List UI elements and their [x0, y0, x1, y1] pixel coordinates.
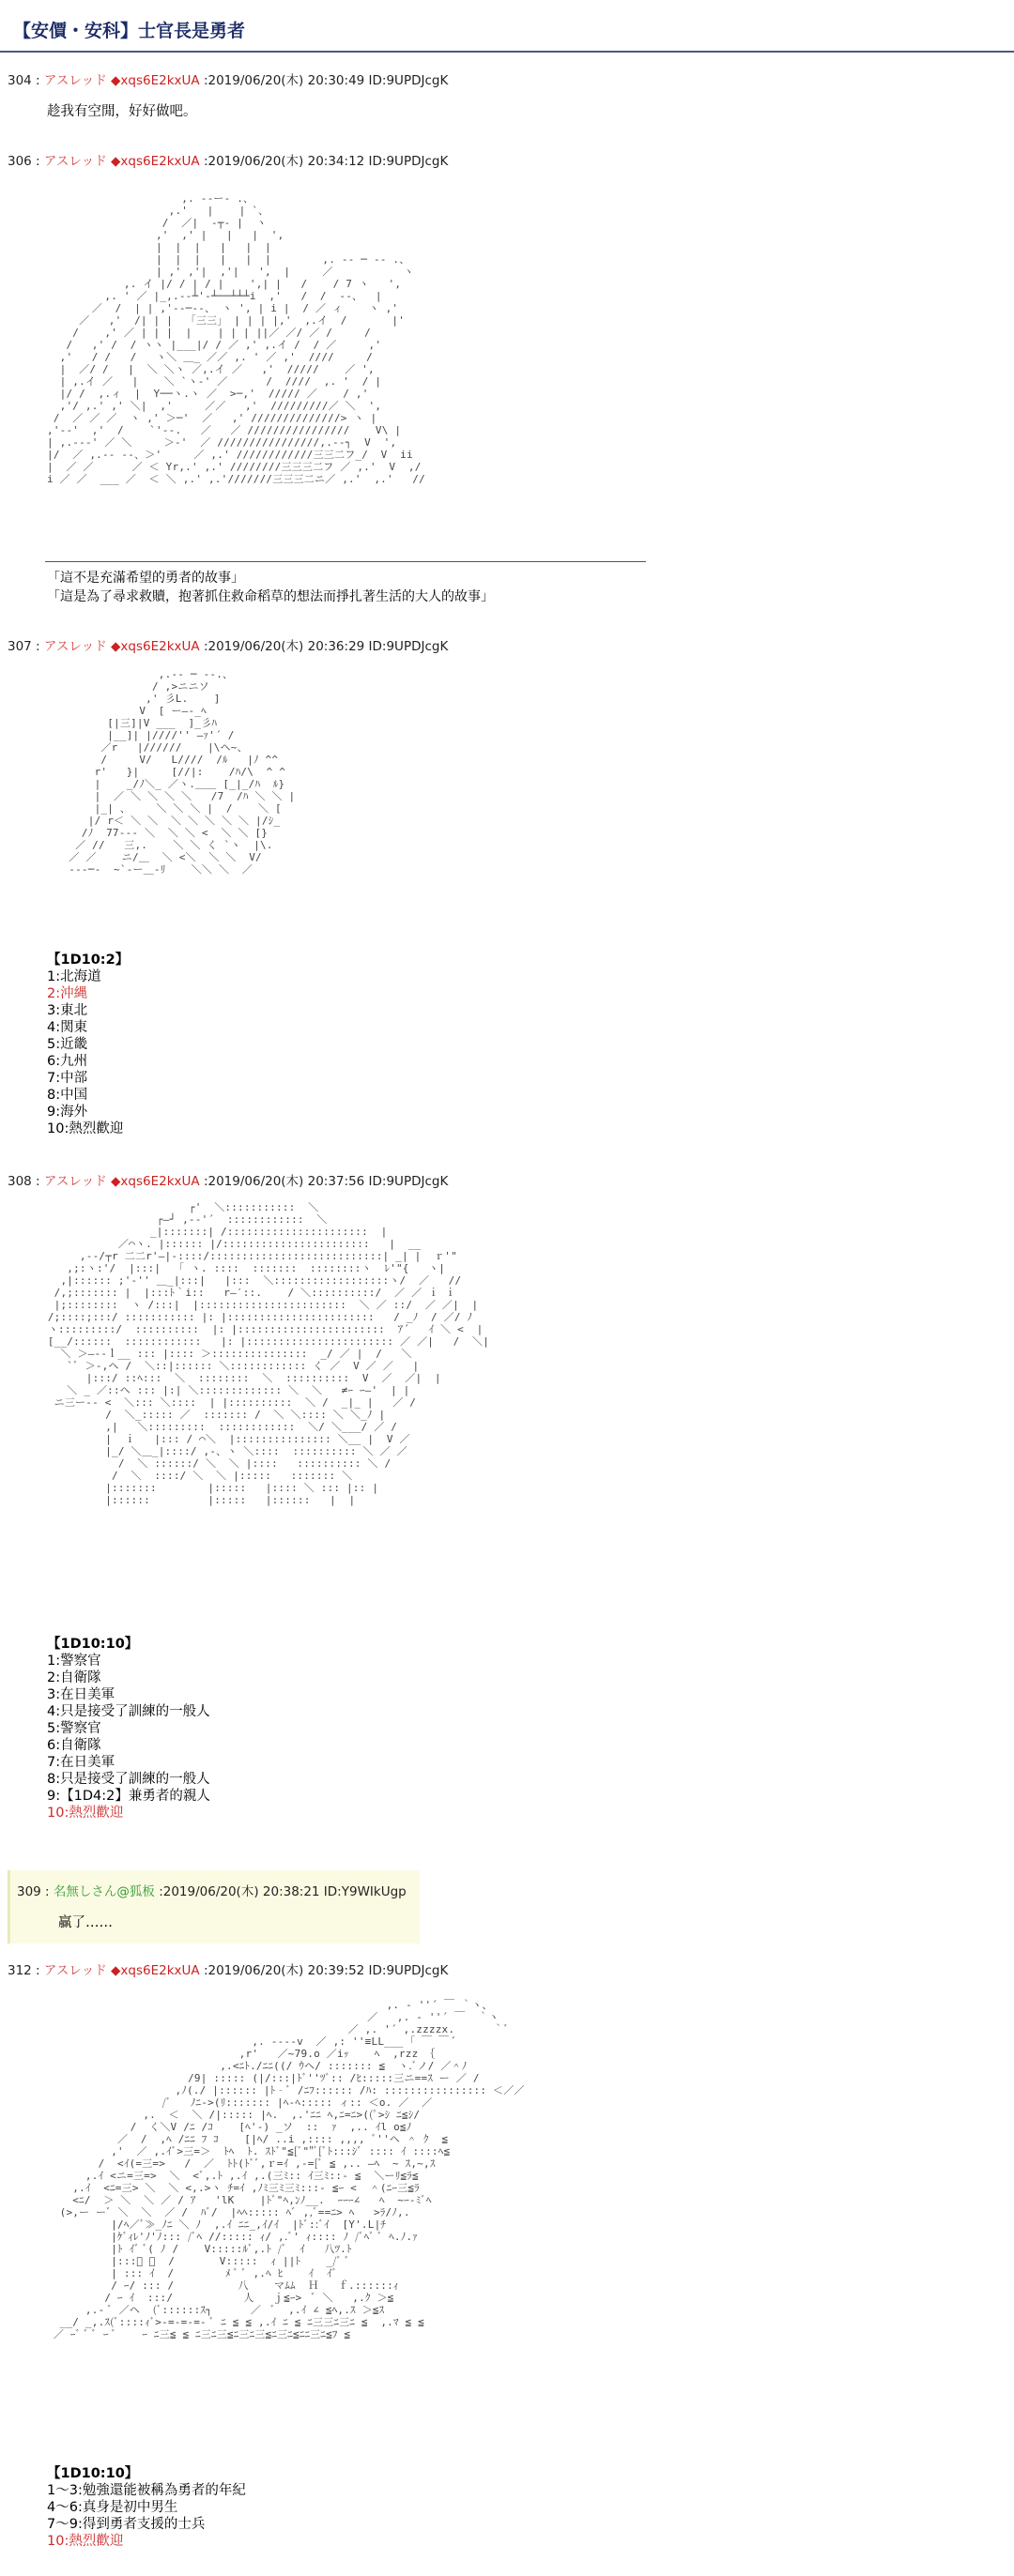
post-header-304 — [8, 69, 448, 88]
roll-option: 4:只是接受了訓練的一般人 — [47, 1704, 210, 1719]
post-body-309: 贏了…… — [58, 1915, 113, 1930]
poster-trip: ◆xqs6E2kxUA — [111, 1174, 200, 1189]
post-number[interactable]: 312 : — [8, 1963, 40, 1978]
roll-option: 10:熱烈歡迎 — [47, 1121, 124, 1136]
title-divider — [0, 51, 1014, 53]
roll-list-312 — [47, 2465, 246, 2550]
poster-name[interactable]: アスレッド — [43, 154, 107, 169]
post-header-309 — [17, 1881, 407, 1899]
roll-option: 1:警察官 — [47, 1654, 101, 1669]
caption-line-1: 「這不是充滿希望的勇者的故事」 — [47, 571, 244, 586]
roll-option-selected: 10:熱烈歡迎 — [47, 1806, 124, 1821]
roll-option: 7:中部 — [47, 1071, 88, 1086]
roll-option: 1:北海道 — [47, 969, 101, 984]
post-body-304: 趁我有空閒，好好做吧。 — [47, 104, 197, 119]
poster-trip: ◆xqs6E2kxUA — [111, 73, 200, 88]
roll-option: 5:警察官 — [47, 1721, 101, 1736]
post-date: :2019/06/20(木) 20:37:56 ID:9UPDJcgK — [203, 1174, 449, 1189]
roll-list-307 — [47, 952, 129, 1137]
roll-option: 6:自衛隊 — [47, 1738, 101, 1753]
roll-option: 8:只是接受了訓練的一般人 — [47, 1772, 210, 1787]
ascii-art-armored-soldier: ┌' ＼::::::::::: ＼ ┌―┘ ,-‐'´ :::::::::::: ＼ _|:::::::| /:::::::::::::::::::::: | ／⌒ヽ. |:::::: |/::::::::::::::::::::::: | __ ,-‐/┬r 二二r'―|‐::::/:::::::::::::::::::::::::::| _| | ｒ'" ,;:ヽ:'/ |:::| 「 ヽ. :::: ::::::: ::::::::ヽ ﾚ'"{ ヽ| ,|:::::: ;'‐'' ＿_|:::| |::: ＼::::::::::::::::::ヽ/ ／ // /,;::::::: | |:::ﾄ｀i:: r―′::. / ＼::::::::::/ ／ ／ ｉ ｉ |;:::::::: ヽ /:::| |::::::::::::::::::::::: ＼ ／ ::/ ／ ／| | /;::::;:::/ ::::::::::: |: |::::::::::::::::::::::: / _ﾉ / ／/ ﾉ ヽ:::::::::/ :::::::::: |: |::::::::::::::::::::::: ｱ´ ｲ ＼ < | [__/:::::: :::::::::::: |: |::::::::::::::::::::::: ／ ／| / ＼| ＼ ＞―--ｌ__ ::: |:::: ＞::::::::::::::: _/ ／ | / ＼ `ﾞ ＞-,ヘ / ＼::|:::::: ＼:::::::::::: く ／ V ／ ／ | |:::/ ::ﾍ::: ＼ :::::::: ＼ :::::::::: V ／ ／| | ＼ _ ／::ヘ ::: |:| ＼::::::::::::: ＼ ＼ ≠ｰ ｰ―' | | ニ三ー-- < ＼::: ＼:::: | |:::::::::: ＼ / _|_ | ／ / / ＼_::::: ／ ::::::: / ＼ ＼:::: ＼ ＼_ﾉ | ,| ＼::::::::: :::::::::::: ＼/ ＼___/ ／ / | ｉ |::: / ⌒＼ |::::::::::::::: ＼__ | V ／ |_/ ＼＿_|::::/ ,-、ヽ ＼:::: :::::::::: ＼ ／ ／ / ＼ ::::::/ ＼ ＼ |:::: :::::::::: ＼ / / ＼ ::::/ ＼ ＼ |::::: ::::::: ＼ |::::::: |::::: |:::: ＼ ::: |:: | |:::::: |::::: |:::::: | | — [47, 1201, 490, 1506]
roll-option-selected: 10:熱烈歡迎 — [47, 2534, 124, 2549]
roll-option: 9:【1D4:2】兼勇者的親人 — [47, 1789, 210, 1804]
ascii-art-soldier-bust: ,.-‐ ─ ‐-.、 / ,>ニニソ ,' 彡L. ] V [ ー―‐_ﾍ [|三]|V ___ ]_彡ﾊ |__]| |////'' ―ｧ'´ / ／r |////// |\ヘ~、 / V/ L//// /ﾙ |ﾉ ^^ r' }| [//|: /ﾊ/\ ^ ^ | _/ﾉ＼_ ／ヽ.＿＿ [_|_/ﾊ ﾙ} | ／ ＼ ＼ ＼ ＼ /7 /ﾊ ＼ ＼ | |_| 、 ＼ ＼ ＼ | / ＼ [ |/ r＜ ＼ ＼ ＼ ＼ ＼ ＼ ＼ |/ｼ_ /ﾉ 77‐-- ＼ ＼ ＼ < ＼ ＼ [} ／ // 三,. ＼ ＼ く `ヽ |\. ／ ／ ニ/＿ ＼ <＼ ＼ ＼ V/ ‐‐‐─‐ ~`‐ー＿‐ﾘ ＼＼ ＼ ／ — [69, 668, 296, 876]
roll-result-header: 【1D10:10】 — [47, 1637, 139, 1652]
poster-trip: ◆xqs6E2kxUA — [111, 154, 200, 169]
art-divider — [45, 561, 646, 562]
roll-result-header: 【1D10:10】 — [47, 2466, 139, 2481]
poster-name[interactable]: アスレッド — [43, 1963, 107, 1978]
post-number[interactable]: 304 : — [8, 73, 40, 88]
post-number[interactable]: 306 : — [8, 154, 40, 169]
post-number[interactable]: 309 : — [17, 1884, 50, 1899]
roll-option: 9:海外 — [47, 1105, 88, 1120]
roll-option: 3:在日美軍 — [47, 1687, 115, 1702]
page-title: 【安價・安科】士官長是勇者 — [13, 21, 246, 41]
roll-list-308 — [47, 1636, 210, 1821]
roll-option: 1～3:勉強還能被稱為勇者的年紀 — [47, 2483, 246, 2498]
roll-result-header: 【1D10:2】 — [47, 953, 130, 968]
poster-name[interactable]: アスレッド — [43, 1174, 107, 1189]
post-header-308 — [8, 1170, 448, 1189]
roll-option: 4～6:真身是初中男生 — [47, 2500, 178, 2515]
post-date: :2019/06/20(木) 20:39:52 ID:9UPDJcgK — [203, 1963, 449, 1978]
ascii-art-armored-knight: ,. -‐ー- .、 ,.' | | `、 / ／| ‐┬‐ | ヽ ,' ,' | | | ', | | | | | | | | | | | | ,. -‐ ─ ‐- .、 | ,' ,'| ,'| ', | ／ ヽ ,. イ |/ / | / | ',| | / / 7 ヽ ', ,. ' ／ |_,.-‐┴'‐┴──┴┴┴i ,' / / ‐-、 | ／ / | | ,'-‐─‐-、 ヽ ', | i | / ／ ィ ヽ ,' ／ ,' /| | | 「三三」 | | | |,' ,.イ / |' / ,' ／ | | | | | | | ||／ ／/ ／ / / / ,' / / ヽヽ |___|/ / ／ ,' ,.イ / / ／ ,' ,' / / / ヽ＼ ＿_ ／／ ,. ' ／ ,' //// / | ／/ / | ＼ ＼ヽ ／,.イ ／ ,' ///// ／ ', | ,.イ ／ | ＼ `ヽ‐' ／ / //// ,. ' / | |/ / ,.ィ | Y──ヽ.ヽ ／ >─,' ///// ／ / ,' ,'/ ,.' ,' ＼| ,' ／／ ,' /////////／ ＼ ', / ／ ／ ／ ヽ ,' ＞─' ／ ,' //////////////> ヽ | ,'-‐' ,' / `'‐-. ／ ／ //////////////// V\ | | ,.-‐‐' ／ ＼ ＞‐' ／ ////////////////,.-‐┐ V ', |/ ／ ,.-‐ ‐-、＞' ／ ,.' ////////////三三二フ_/ V ii | ／ ／ ／ ＜ Yr,.' ,.' ////////三三三二フ ／ ,.' V ,/ i ／ ／ ___ ／ ＜ ＼ ,.' ,.'///////三三三二ニ／ ,.' ,.' // — [47, 192, 425, 485]
roll-option: 7:在日美軍 — [47, 1755, 115, 1770]
roll-option: 6:九州 — [47, 1054, 88, 1069]
post-header-312 — [8, 1959, 448, 1978]
post-date: :2019/06/20(木) 20:34:12 ID:9UPDJcgK — [203, 154, 449, 169]
poster-name[interactable]: アスレッド — [43, 73, 107, 88]
ascii-art-kneeling-figure: ,. ‐ ''´ ￣ ｀ヽ、 ／ ,. ‐ ''´ ￣ ｀ヽ ／ ,. '´ ,.zzzzx. ｀ﾞ ,. ‐--‐v ／ ,: ''≡LL___ ｢ ￣ ￣ ﾞ ,r' ／~79.o ／iｯ ﾍ ,rzz ｛ ,.<ﾆﾄ./ﾆﾆ((/ ｳヘ/ ::::::: ≦ ヽ.ﾞノ/ ／＾ﾉ /9| ::::: (|/:::|ﾄﾞ''ﾂﾞ:: /ﾋ:::::三ニ==ｽ ー ／ / ,ﾉ(./ |:::::: |ﾄ‐ﾞ /ﾆﾌ:::::: /ﾊ: :::::::::::::::: ＜／／ /ﾞ ﾉﾆ->(ﾘ::::::: |ﾍ-ﾍ::::: ィ:: ＜o. ／ ／ ,. ＜ ＼ /|::::: |ﾍ. ,.'ﾆﾆ ﾍ,ﾆ=ﾆ>((ﾟ>ｼ ﾆ≦ｼ/ / く＼V /ﾆ /ｺ [ﾍ'-) _ソ :: ｧ ,.. ｲl o≦ﾉ ／ / ,ﾍ /ﾆﾆ ﾌ ｺ [|ﾍ/ ..i ,:::: ,,,, ﾞ''ヘ ＾ ｸ ≦ ,' ／ ,.ｲﾞ>三=＞ ﾄﾍ ﾄ. ｽﾄﾞ"≦[ﾞ""ﾞ[ﾞﾄ:::ｼﾞ :::: ｲ ::::ﾍ≦ / <ｲ(=三=> / ／ ﾄﾄ(ﾄﾞﾞ,ｒ=ｲ ,-=[ﾞ ≦ ,.. ―ﾍ ~ ｽ,~,ｽ ,.ｲ <ニ=三=> ＼ <ﾞ,.ﾄ ,.ｲ ,.(三ﾐ:: ｲ三ﾐ::- ≦ ＼ーﾘ≦ﾗ≦ ,.ｲ <ﾆ=三> ＼ ＼ <,.>ヽ ﾁ=ｲ ,ﾉﾐ三ﾐ三ﾐ:::- ≦ｰ < ＾(ﾆｰ三≦ﾗ <ﾆ/ ＞ ＼ ＼ ／ / ｱ 'lK |ﾄﾞ"ﾍ,ﾝﾉ__. ｰｰｰ∠ ﾍ ~ｰ-ﾐﾞﾍ (>,ー ーﾞ ＼ ＼ ／ / ﾊﾞ/ |ﾍﾍ::::: ﾍﾞ ,,ﾞ==ﾆ> ﾍ >ﾗ/ﾉ,. |/ﾍ／ﾞ≫_ﾉﾆ ＼ ﾉ ,.ｲ ﾆﾆ_,ｲ/ｲ |ﾄﾞ::ﾞｲ [Y'.L|ﾁ |ｹﾞｨﾚ'ﾉ'ﾉ::: /ﾞﾍ //::::: ｨ/ ,.ﾞ' ｨ:::: ﾉ /ﾞﾍﾞ ﾞ ﾍ.ﾉ.ｧ |ﾄ ｲﾞ ﾞ( ﾉ / V:::::ﾙﾞ,.ﾄ /ﾞ ｲ 八ﾂ.ﾄ |:::ﾞ ﾞ / V::::: ｨ ||ﾄ _/ﾞ ﾞ | ::: ｲ / ﾒ ﾞ ﾞ ,.ﾍ ﾋ ｲ ｲﾞ / ｰ/ ::: / 八 マﾑﾑ Ｈ ｆ.::::::ｨ / ｰ ｲ :::/ 人 ｊ≦ｰ> ﾞ ＼ ,.ｸ ＞≦ ,.‐ ﾞ ／ヘ (ﾞ::::::ｽ┐ ／ ﾞ ,.ｲ ∠ ≦ﾍ,.ｽ ＞≦ｽ __/ _,.ｽ(ﾞ::::ｨﾞ>‐=‐=‐=‐ ﾞ ﾆ ≦ ≦ ,.ｲ ﾆ ≦ ﾆ三三ﾆ三ﾆ ≦ ,.ﾏ ≦ ≦ ／ ｰﾞ ﾞ ﾞ ｰ ﾞ ｰ ﾆ三≦ ≦ ﾆ三ﾆ三≦ﾆ三ﾆ三≦ﾆ三ﾆ≦ﾆﾆ三ﾆ≦ﾌ ≦ — [53, 1999, 525, 2340]
post-number[interactable]: 308 : — [8, 1174, 40, 1189]
poster-name[interactable]: アスレッド — [43, 639, 107, 654]
poster-trip: ◆xqs6E2kxUA — [111, 1963, 200, 1978]
roll-option: 3:東北 — [47, 1003, 88, 1018]
post-number[interactable]: 307 : — [8, 639, 40, 654]
poster-trip: ◆xqs6E2kxUA — [111, 639, 200, 654]
post-date: :2019/06/20(木) 20:36:29 ID:9UPDJcgK — [203, 639, 449, 654]
roll-option: 5:近畿 — [47, 1037, 88, 1052]
roll-option-selected: 2:沖縄 — [47, 986, 88, 1001]
roll-option: 7～9:得到勇者支援的士兵 — [47, 2517, 206, 2532]
post-date: :2019/06/20(木) 20:38:21 ID:Y9WIkUgp — [159, 1884, 407, 1899]
roll-option: 4:関東 — [47, 1020, 88, 1035]
poster-name[interactable]: 名無しさん@狐板 — [53, 1884, 155, 1899]
caption-line-2: 「這是為了尋求救贖，抱著抓住救命稻草的想法而掙扎著生活的大人的故事」 — [47, 589, 494, 604]
roll-option: 2:自衛隊 — [47, 1670, 101, 1685]
post-date: :2019/06/20(木) 20:30:49 ID:9UPDJcgK — [203, 73, 449, 88]
roll-option: 8:中国 — [47, 1088, 88, 1103]
post-header-307 — [8, 635, 448, 654]
post-header-306 — [8, 150, 448, 169]
